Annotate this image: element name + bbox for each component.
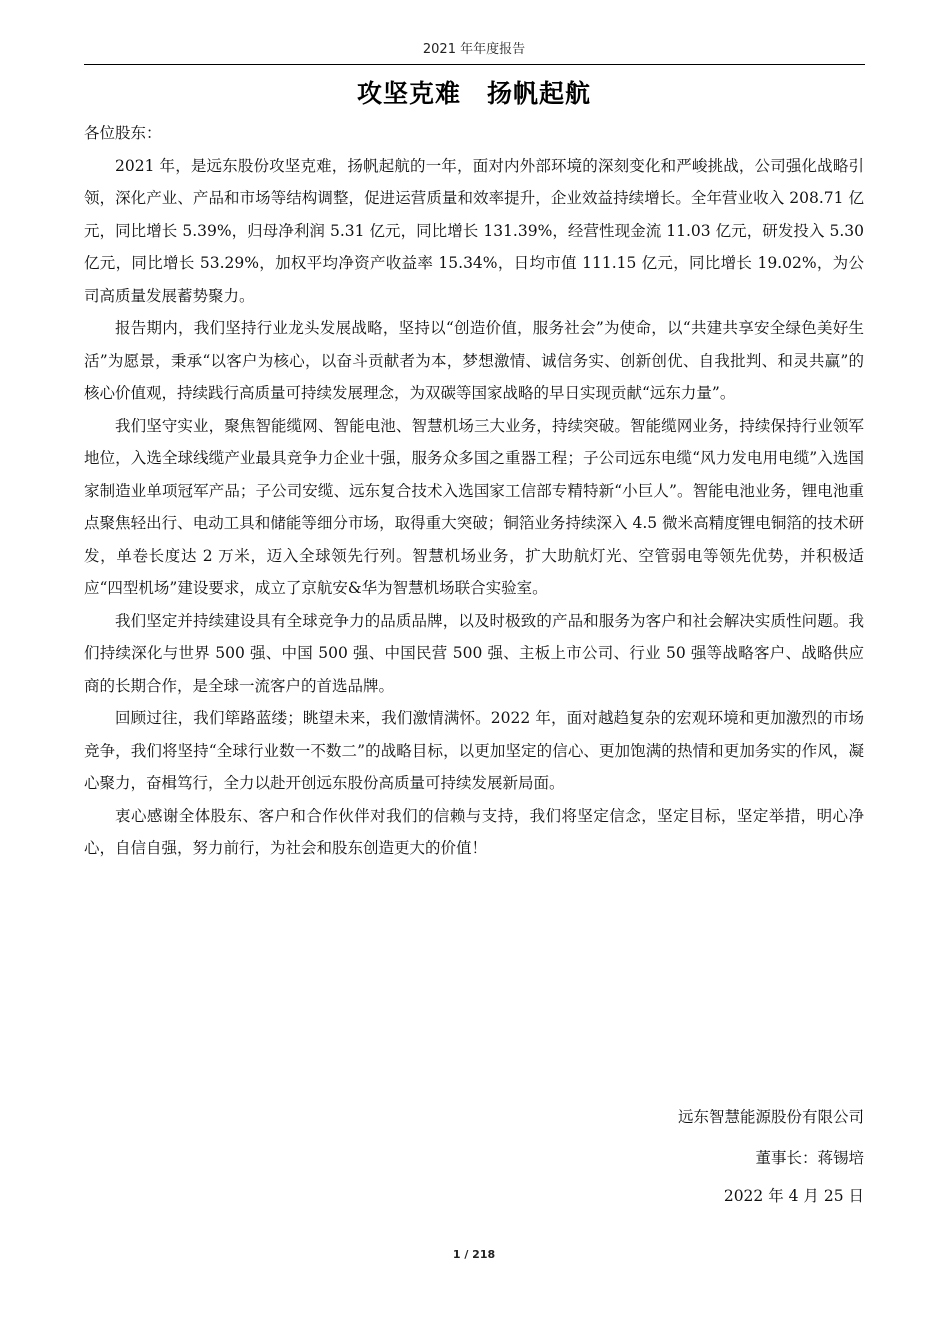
letter-title: 攻坚克难 扬帆起航 (356, 79, 591, 108)
letter-body (84, 117, 864, 865)
paragraph-business: 我们坚守实业，聚焦智能缆网、智能电池、智慧机场三大业务，持续突破。智能缆网业务，持续保持行业领军地位，入选全球线缆产业最具竞争力企业十强，服务众多国之重器工程；子公司远东电缆“风力发电用电缆”入选国家制造业单项冠军产品；子公司安缆、远东复合技术入选国家工信部专精特新“小巨人”。智能电池业务，锂电池重点聚焦轻出行、电动工具和储能等细分市场，取得重大突破；铜箔业务持续深入 4.5 微米高精度锂电铜箔的技术研发，单卷长度达 2 万米，迈入全球领先行列。智慧机场业务，扩大助航灯光、空管弱电等领先优势，并积极适应“四型机场”建设要求，成立了京航安&华为智慧机场联合实验室。 (84, 416, 864, 597)
paragraph-strategy: 报告期内，我们坚持行业龙头发展战略，坚持以“创造价值，服务社会”为使命，以“共建共享安全绿色美好生活”为愿景，秉承“以客户为核心，以奋斗贡献者为本，梦想激情、诚信务实、创新创优、自我批判、和灵共赢”的核心价值观，持续践行高质量可持续发展理念，为双碳等国家战略的早日实现贡献“远东力量”。 (84, 319, 864, 402)
header-divider (84, 64, 865, 65)
page-number: 1 / 218 (452, 1248, 496, 1261)
paragraph-outlook: 回顾过往，我们筚路蓝缕；眺望未来，我们激情满怀。2022 年，面对越趋复杂的宏观环境和更加激烈的市场竞争，我们将坚持“全球行业数一不数二”的战略目标，以更加坚定的信心、更加饱满的热情和更加务实的作风，凝心聚力，奋楫笃行，全力以赴开创远东股份高质量可持续发展新局面。 (84, 709, 864, 792)
signature-company: 远东智慧能源股份有限公司 (677, 1108, 864, 1126)
signature-date: 2022 年 4 月 25 日 (723, 1187, 864, 1205)
paragraph-thanks: 衷心感谢全体股东、客户和合作伙伴对我们的信赖与支持，我们将坚定信念，坚定目标，坚定举措，明心净心，自信自强，努力前行，为社会和股东创造更大的价值！ (84, 806, 864, 857)
paragraph-performance: 2021 年，是远东股份攻坚克难，扬帆起航的一年，面对内外部环境的深刻变化和严峻挑战，公司强化战略引领，深化产业、产品和市场等结构调整，促进运营质量和效率提升，企业效益持续增长。全年营业收入 208.71 亿元，同比增长 5.39%，归母净利润 5.31 亿元，同比增长 131.39%，经营性现金流 11.03 亿元，研发投入 5.30 亿元，同比增长 53.29%，加权平均净资产收益率 15.34%，日均市值 111.15 亿元，同比增长 19.02%，为公司高质量发展蓄势聚力。 (84, 156, 864, 305)
paragraph-brand: 我们坚定并持续建设具有全球竞争力的品质品牌，以及时极致的产品和服务为客户和社会解决实质性问题。我们持续深化与世界 500 强、中国 500 强、中国民营 500 强、主板上市公司、行业 50 强等战略客户、战略供应商的长期合作，是全球一流客户的首选品牌。 (84, 611, 864, 695)
running-header: 2021 年年度报告 (422, 42, 526, 57)
signature-chairman: 董事长：蒋锡培 (755, 1149, 864, 1167)
salutation: 各位股东： (84, 124, 162, 142)
